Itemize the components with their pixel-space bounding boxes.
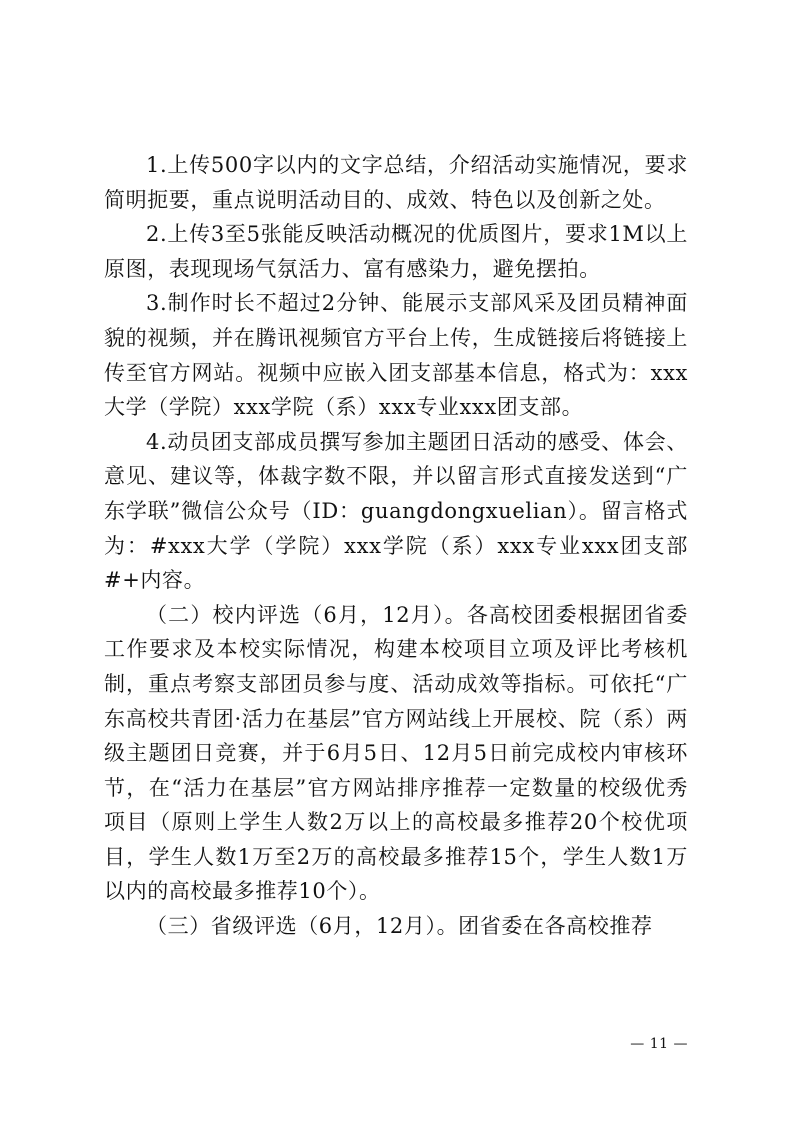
document-body bbox=[104, 148, 688, 944]
paragraph-upload-photos: 2.上传3至5张能反映活动概况的优质图片，要求1M以上原图，表现现场气氛活力、富有感染力，避免摆拍。 bbox=[104, 222, 688, 281]
paragraph-upload-summary: 1.上传500字以内的文字总结，介绍活动实施情况，要求简明扼要，重点说明活动目的、成效、特色以及创新之处。 bbox=[104, 153, 688, 212]
paragraph-provincial-selection: （三）省级评选（6月，12月）。团省委在各高校推荐 bbox=[146, 914, 653, 939]
paragraph-campus-selection: （二）校内评选（6月，12月）。各高校团委根据团省委工作要求及本校实际情况，构建本校项目立项及评比考核机制，重点考察支部团员参与度、活动成效等指标。可依托“广东高校共青团·活力在基层”官方网站线上开展校、院（系）两级主题团日竞赛，并于6月5日、12月5日前完成校内审核环节，在“活力在基层”官方网站排序推荐一定数量的校级优秀项目（原则上学生人数2万以上的高校最多推荐20个校优项目，学生人数1万至2万的高校最多推荐15个，学生人数1万以内的高校最多推荐10个）。 bbox=[104, 602, 688, 904]
page-number: — 11 — bbox=[630, 1036, 688, 1052]
paragraph-upload-video: 3.制作时长不超过2分钟、能展示支部风采及团员精神面貌的视频，并在腾讯视频官方平台上传，生成链接后将链接上传至官方网站。视频中应嵌入团支部基本信息，格式为：xxx大学（学院）xxx学院（系）xxx专业xxx团支部。 bbox=[104, 291, 688, 420]
paragraph-member-feedback: 4.动员团支部成员撰写参加主题团日活动的感受、体会、意见、建议等，体裁字数不限，并以留言形式直接发送到“广东学联”微信公众号（ID：guangdongxuelian）。留言格式为：#xxx大学（学院）xxx学院（系）xxx专业xxx团支部#+内容。 bbox=[104, 429, 688, 593]
